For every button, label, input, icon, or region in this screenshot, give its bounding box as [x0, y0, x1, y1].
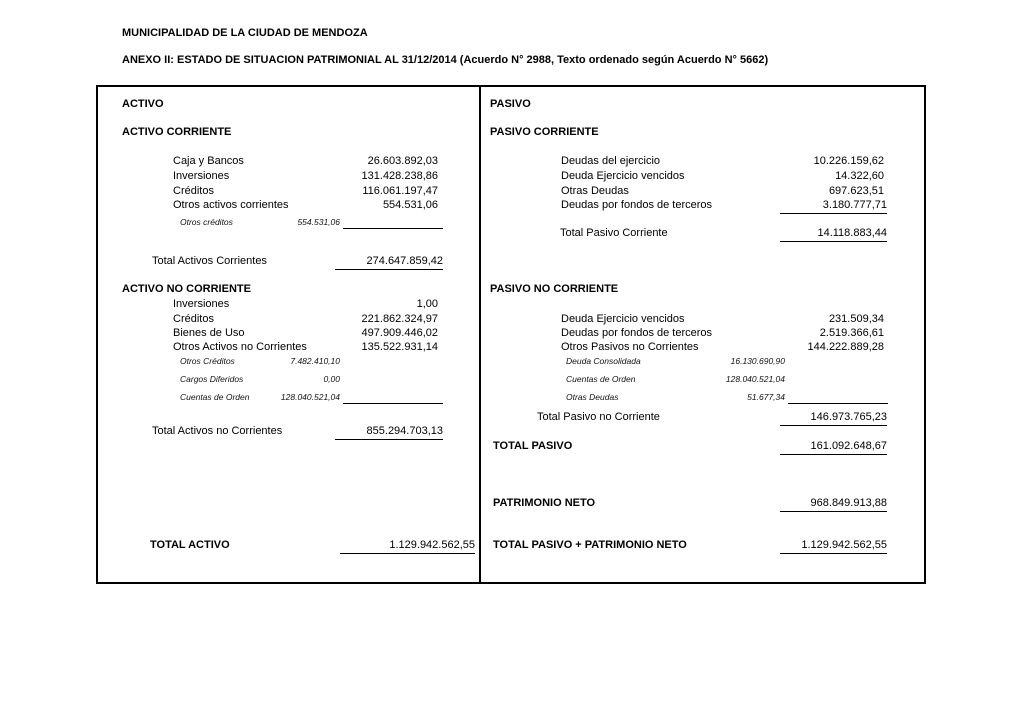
pasivo-no-corriente-detail-value: 128.040.521,04 [725, 374, 785, 384]
total-pasivo-no-corriente-label: Total Pasivo no Corriente [537, 411, 660, 423]
pasivo-no-corriente-detail-label: Deuda Consolidada [566, 356, 641, 366]
detail-sum-line [343, 228, 443, 229]
total-pasivo-corriente-value: 14.118.883,44 [780, 227, 887, 242]
activo-no-corriente-item-label: Bienes de Uso [173, 327, 245, 339]
total-activos-no-corrientes-label: Total Activos no Corrientes [152, 425, 283, 437]
activo-corriente-item-label: Caja y Bancos [173, 155, 244, 167]
pasivo-corriente-item-value: 14.322,60 [835, 170, 884, 182]
activo-corriente-item-label: Otros activos corrientes [173, 199, 289, 211]
activo-no-corriente-item-value: 1,00 [416, 298, 438, 310]
pasivo-no-corriente-item-value: 231.509,34 [828, 313, 884, 325]
pasivo-corriente-item-value: 10.226.159,62 [813, 155, 884, 167]
activo-corriente-item-label: Créditos [173, 185, 214, 197]
total-pasivo-label: TOTAL PASIVO [493, 440, 573, 452]
pasivo-corriente-item-value: 3.180.777,71 [780, 199, 887, 214]
activo-no-corriente-detail-value: 0,00 [323, 374, 340, 384]
total-pasivo-corriente-label: Total Pasivo Corriente [560, 227, 668, 239]
activo-no-corriente-detail-value: 128.040.521,04 [280, 392, 340, 402]
pasivo-no-corriente-item-label: Deuda Ejercicio vencidos [561, 313, 685, 325]
detail-sum-line [343, 403, 443, 404]
pasivo-no-corriente-item-label: Deudas por fondos de terceros [561, 327, 713, 339]
activo-no-corriente-detail-label: Cargos Diferidos [180, 374, 244, 384]
activo-no-corriente-item-label: Créditos [173, 313, 214, 325]
total-activos-corrientes-label: Total Activos Corrientes [152, 255, 267, 267]
activo-corriente-item-value: 116.061.197,47 [362, 185, 438, 197]
pasivo-no-corriente-detail-value: 16.130.690,90 [730, 356, 785, 366]
pasivo-no-corriente-detail-label: Cuentas de Orden [566, 374, 636, 384]
activo-no-corriente-item-value: 497.909.446,02 [361, 327, 438, 339]
activo-no-corriente-detail-label: Cuentas de Orden [180, 392, 250, 402]
total-activo-value: 1.129.942.562,55 [340, 539, 475, 554]
total-pasivo-value: 161.092.648,67 [780, 440, 887, 455]
pasivo-corriente-item-value: 697.623,51 [828, 185, 884, 197]
activo-section-title: ACTIVO [122, 98, 164, 110]
pasivo-corriente-item-label: Deudas del ejercicio [561, 155, 661, 167]
detail-sum-line [788, 403, 888, 404]
activo-corriente-item-value: 554.531,06 [382, 199, 438, 211]
pasivo-no-corriente-detail-label: Otras Deudas [566, 392, 619, 402]
pasivo-no-corriente-item-label: Otros Pasivos no Corrientes [561, 341, 699, 353]
patrimonio-neto-value: 968.849.913,88 [780, 497, 887, 512]
activo-no-corriente-item-value: 135.522.931,14 [361, 341, 438, 353]
pasivo-corriente-item-label: Deuda Ejercicio vencidos [561, 170, 685, 182]
activo-no-corriente-detail-label: Otros Créditos [180, 356, 235, 366]
total-pasivo-patrimonio-value: 1.129.942.562,55 [780, 539, 887, 554]
patrimonio-neto-label: PATRIMONIO NETO [493, 497, 596, 509]
pasivo-section-title: PASIVO [490, 98, 531, 110]
activo-no-corriente-item-label: Otros Activos no Corrientes [173, 341, 307, 353]
total-pasivo-patrimonio-label: TOTAL PASIVO + PATRIMONIO NETO [493, 539, 687, 551]
pasivo-no-corriente-item-value: 2.519.366,61 [819, 327, 884, 339]
activo-no-corriente-detail-value: 7.482.410,10 [290, 356, 340, 366]
activo-no-corriente-title: ACTIVO NO CORRIENTE [122, 283, 251, 295]
activo-no-corriente-item-value: 221.862.324,97 [361, 313, 438, 325]
total-activos-corrientes-value: 274.647.859,42 [335, 255, 443, 270]
total-activos-no-corrientes-value: 855.294.703,13 [335, 425, 443, 440]
document-subtitle: ANEXO II: ESTADO DE SITUACION PATRIMONIAL AL 31/12/2014 (Acuerdo N° 2988, Texto ordenado según Acuerdo N° 5662) [122, 54, 769, 66]
activo-no-corriente-item-label: Inversiones [173, 298, 230, 310]
activo-corriente-title: ACTIVO CORRIENTE [122, 126, 232, 138]
activo-corriente-detail-value: 554.531,06 [297, 217, 340, 227]
pasivo-no-corriente-title: PASIVO NO CORRIENTE [490, 283, 619, 295]
pasivo-corriente-title: PASIVO CORRIENTE [490, 126, 599, 138]
activo-corriente-item-label: Inversiones [173, 170, 230, 182]
total-activo-label: TOTAL ACTIVO [150, 539, 230, 551]
total-pasivo-no-corriente-value: 146.973.765,23 [780, 411, 887, 426]
pasivo-corriente-item-label: Otras Deudas [561, 185, 629, 197]
activo-corriente-item-value: 131.428.238,86 [361, 170, 438, 182]
document-title: MUNICIPALIDAD DE LA CIUDAD DE MENDOZA [122, 27, 368, 39]
pasivo-corriente-item-label: Deudas por fondos de terceros [561, 199, 713, 211]
pasivo-no-corriente-detail-value: 51.677,34 [747, 392, 785, 402]
activo-corriente-detail-label: Otros créditos [180, 217, 233, 227]
column-divider [479, 85, 481, 582]
pasivo-no-corriente-item-value: 144.222.889,28 [807, 341, 884, 353]
activo-corriente-item-value: 26.603.892,03 [367, 155, 438, 167]
